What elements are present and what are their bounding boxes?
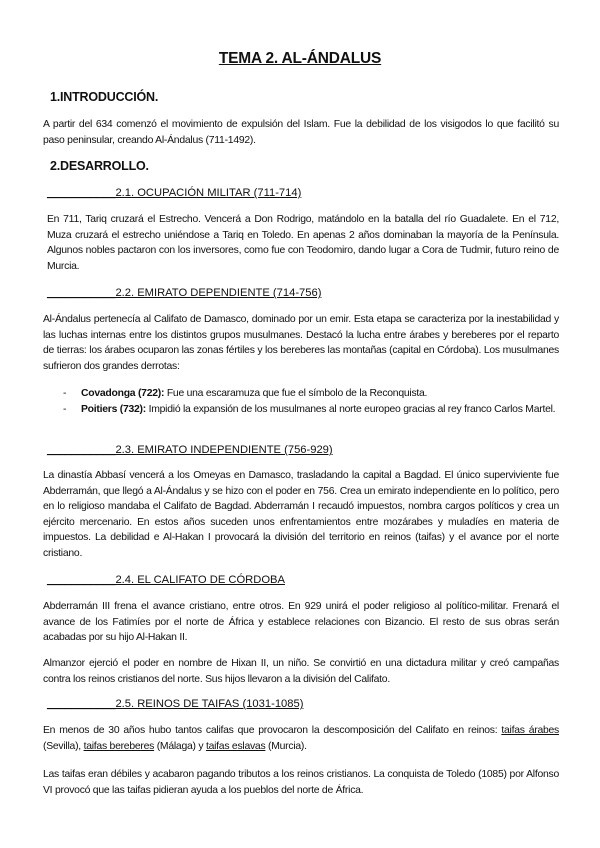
text-run: En menos de 30 años hubo tantos califas que provocaron la descomposición del Califato en reinos: <box>43 725 502 736</box>
intro-paragraph: A partir del 634 comenzó el movimiento de expulsión del Islam. Fue la debilidad de los visigodos lo que facilitó su paso peninsular, creando Al-Ándalus (711-1492). <box>43 119 559 146</box>
califato-paragraph-2: Almanzor ejerció el poder en nombre de Hixan II, un niño. Se convirtió en una dictadura militar y creó campañas contra los reinos cristianos del norte. Sus hijos llevaron a la división del Califato. <box>43 658 559 685</box>
text-run: (Málaga) y <box>154 740 206 752</box>
list-item-text: Impidió la expansión de los musulmanes al norte europeo gracias al rey franco Carlos Martel. <box>145 403 556 415</box>
taifas-paragraph-1 <box>43 723 559 754</box>
subsection-heading-reinos-taifas: ___________2.5. REINOS DE TAIFAS (1031-1085) <box>47 698 304 710</box>
text-run: (Sevilla), <box>43 740 84 752</box>
term-taifas-eslavas: taifas eslavas <box>205 740 266 752</box>
list-item-term: Poitiers (732): <box>81 403 146 415</box>
derrotas-list <box>63 386 559 417</box>
document-title: TEMA 2. AL-ÁNDALUS <box>218 50 382 67</box>
list-dash: - <box>63 388 67 399</box>
list-item-term: Covadonga (722): <box>81 388 165 399</box>
emirato-independiente-paragraph: La dinastía Abbasí vencerá a los Omeyas en Damasco, trasladando la capital a Bagdad. El único superviviente fue Abderramán, que llegó a Al-Ándalus y se hizo con el poder en 756. Crea un emirato independiente en lo político, pero en lo religioso mandaba el Califato de Bagdad. Abderramán I recaudó impuestos, nombra cargos políticos y crea un ejército mercenario. En estos años suceden unos enfrentamientos entre mozárabes y muladíes en materia de impuestos. La debilidad e Al-Hakan I provocará la división del territorio en reinos (taifas) y el avance por el norte cristiano. <box>43 470 559 559</box>
subsection-heading-emirato-dependiente: ___________2.2. EMIRATO DEPENDIENTE (714-756) <box>47 287 322 299</box>
term-taifas-arabes: taifas árabes <box>501 725 559 736</box>
section-heading-desarrollo: 2.DESARROLLO. <box>50 159 149 173</box>
califato-paragraph-1: Abderramán III frena el avance cristiano, entre otros. En 929 unirá el poder religioso al político-militar. Frenará el avance de los Fatimíes por el norte de África y establece relaciones con Bizancio. El resto de sus obras serán acabadas por su hijo Al-Hakan II. <box>43 601 559 644</box>
list-item-covadonga <box>63 386 559 402</box>
list-item-poitiers <box>63 402 559 418</box>
taifas-paragraph-2: Las taifas eran débiles y acabaron pagando tributos a los reinos cristianos. La conquista de Toledo (1085) por Alfonso VI provocó que las taifas pidieran ayuda a los pueblos del norte de África. <box>43 769 559 796</box>
list-item-text: Fue una escaramuza que fue el símbolo de la Reconquista. <box>164 388 428 399</box>
section-heading-introduccion: 1.INTRODUCCIÓN. <box>50 90 159 104</box>
term-taifas-bereberes: taifas bereberes <box>83 740 155 752</box>
ocupacion-militar-paragraph: En 711, Tariq cruzará el Estrecho. Vencerá a Don Rodrigo, matándolo en la batalla del río Guadalete. En el 712, Muza cruzará el estrecho uniéndose a Tariq en Toledo. En apenas 2 años dominaban la mayoría de la Península. Algunos nobles pactaron con los inversores, como fue con Teodomiro, dando lugar a Cora de Tudmir, futuro reino de Murcia. <box>47 214 559 272</box>
list-dash: - <box>63 403 67 415</box>
subsection-heading-ocupacion-militar: ___________2.1. OCUPACIÓN MILITAR (711-714) <box>47 187 302 199</box>
subsection-heading-califato-cordoba: ___________2.4. EL CALIFATO DE CÓRDOBA <box>47 574 285 586</box>
emirato-dependiente-paragraph: Al-Ándalus pertenecía al Califato de Damasco, dominado por un emir. Esta etapa se caracteriza por la inestabilidad y las luchas internas entre los distintos grupos musulmanes. Destacó la lucha entre árabes y bereberes por el reparto de tierras: los árabes ocuparon las zonas fértiles y los bereberes las montañas (capital en Córdoba). Los musulmanes sufrieron dos grandes derrotas: <box>43 314 559 372</box>
subsection-heading-emirato-independiente: ___________2.3. EMIRATO INDEPENDIENTE (756-929) <box>47 444 333 456</box>
text-run: (Murcia). <box>265 740 307 752</box>
